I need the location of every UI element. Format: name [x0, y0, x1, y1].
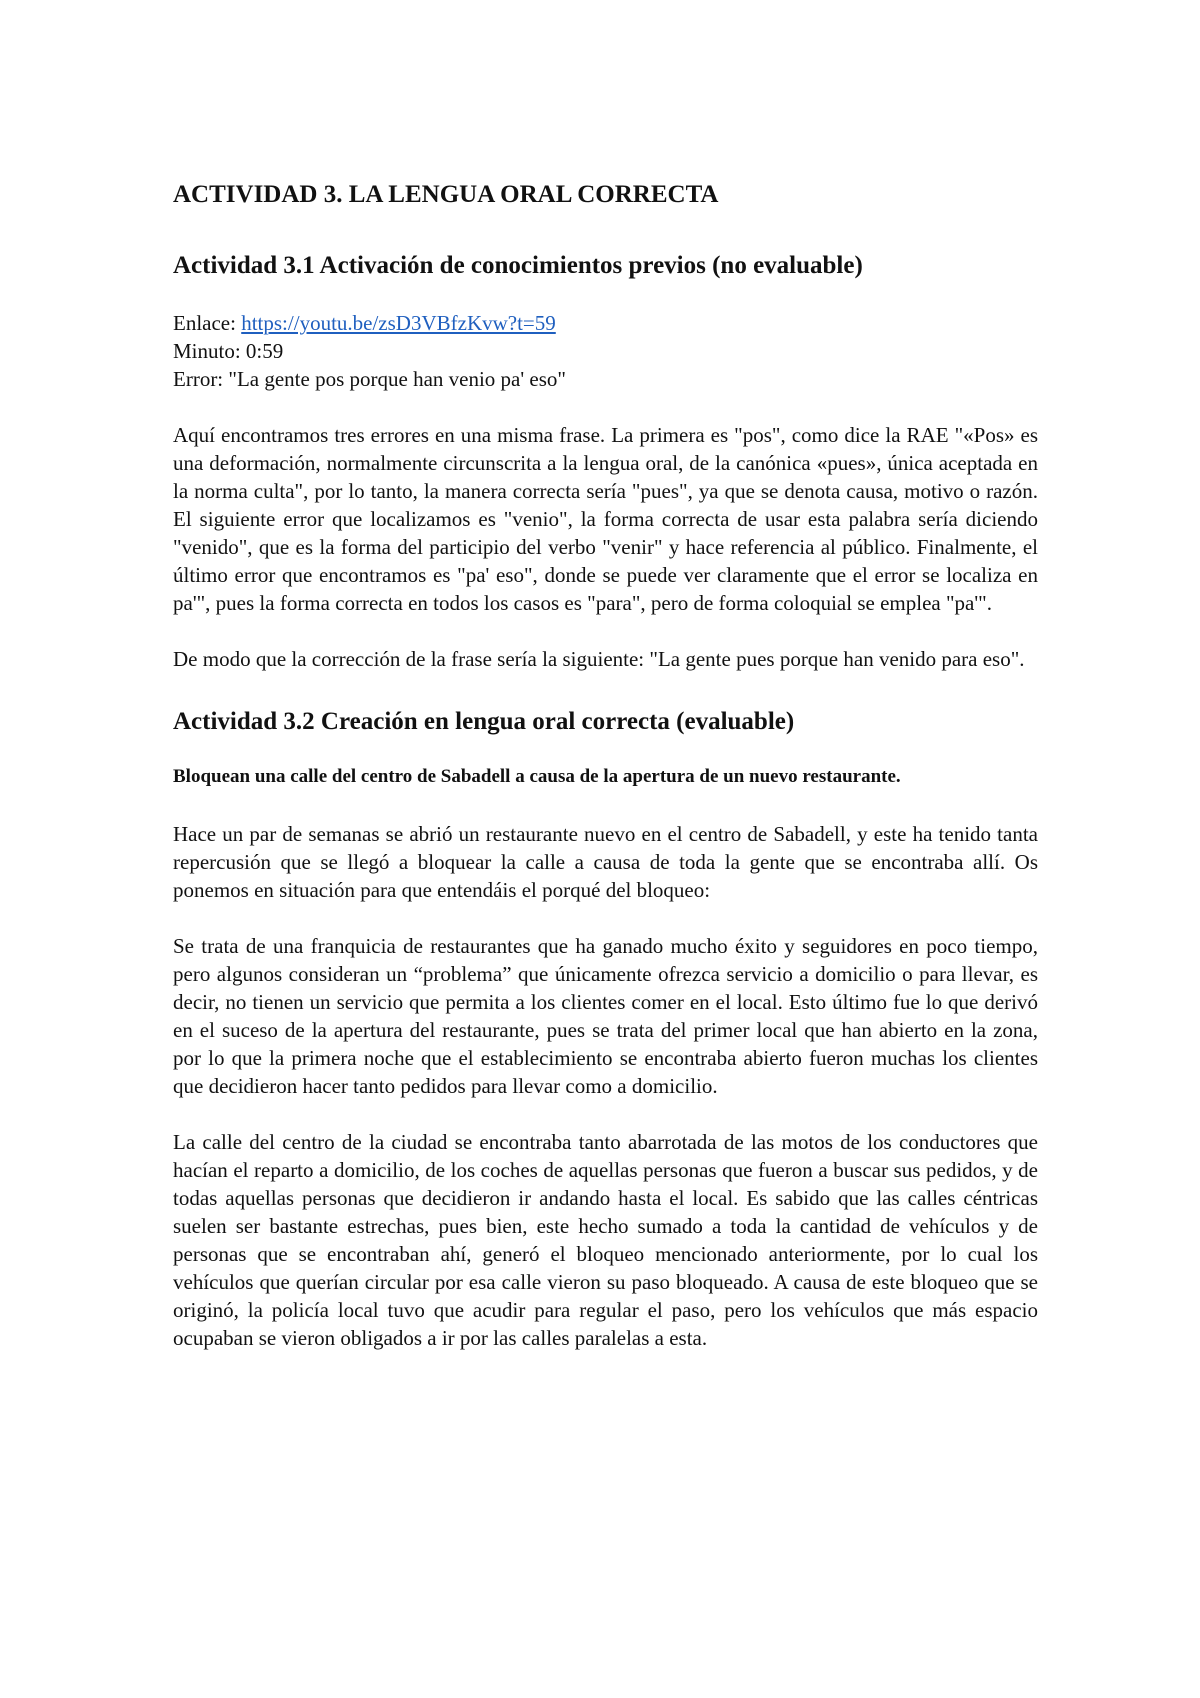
section-2-paragraph-1: Hace un par de semanas se abrió un restaurante nuevo en el centro de Sabadell, y este ha tenido tanta repercusión que se llegó a bloquear la calle a causa de toda la gente que se encontraba allí. Os ponemos en situación para que entendáis el porqué del bloqueo:	[173, 821, 1038, 902]
video-link[interactable]: https://youtu.be/zsD3VBfzKvw?t=59	[241, 311, 556, 335]
error-line: Error: "La gente pos porque han venio pa' eso"	[173, 367, 566, 391]
document-title: ACTIVIDAD 3. LA LENGUA ORAL CORRECTA	[173, 181, 719, 208]
section-2-paragraph-3: La calle del centro de la ciudad se encontraba tanto abarrotada de las motos de los conductores que hacían el reparto a domicilio, de los coches de aquellas personas que fueron a buscar sus pedidos, y de todas aquellas personas que decidieron ir andando hasta el local. Es sabido que las calles céntricas suelen ser bastante estrechas, pues bien, este hecho sumado a toda la cantidad de vehículos y de personas que se encontraban ahí, generó el bloqueo mencionado anteriormente, por lo cual los vehículos que querían circular por esa calle vieron su paso bloqueado. A causa de este bloqueo que se originó, la policía local tuvo que acudir para regular el paso, pero los vehículos que más espacio ocupaban se vieron obligados a ir por las calles paralelas a esta.	[173, 1129, 1038, 1350]
section-2-heading: Actividad 3.2 Creación en lengua oral correcta (evaluable)	[173, 708, 795, 735]
news-headline: Bloquean una calle del centro de Sabadell a causa de la apertura de un nuevo restaurante.	[173, 766, 901, 787]
minute-line: Minuto: 0:59	[173, 339, 284, 363]
section-1-paragraph-2: De modo que la corrección de la frase sería la siguiente: "La gente pues porque han venido para eso".	[173, 647, 1025, 671]
document-page	[173, 180, 1038, 1380]
section-2-paragraph-2: Se trata de una franquicia de restaurantes que ha ganado mucho éxito y seguidores en poco tiempo, pero algunos consideran un “problema” que únicamente ofrezca servicio a domicilio o para llevar, es decir, no tienen un servicio que permita a los clientes comer en el local. Esto último fue lo que derivó en el suceso de la apertura del restaurante, pues se trata del primer local que han abierto en la zona, por lo que la primera noche que el establecimiento se encontraba abierto fueron muchas los clientes que decidieron hacer tanto pedidos para llevar como a domicilio.	[173, 933, 1038, 1098]
link-label: Enlace:	[173, 311, 242, 335]
video-reference-block	[173, 309, 1038, 393]
section-1-heading: Actividad 3.1 Activación de conocimientos previos (no evaluable)	[173, 252, 863, 279]
link-line	[173, 309, 1038, 337]
section-1-paragraph-1: Aquí encontramos tres errores en una misma frase. La primera es "pos", como dice la RAE "«Pos» es una deformación, normalmente circunscrita a la lengua oral, de la canónica «pues», única aceptada en la norma culta", por lo tanto, la manera correcta sería "pues", ya que se denota causa, motivo o razón. El siguiente error que localizamos es "venio", la forma correcta de usar esta palabra sería diciendo "venido", que es la forma del participio del verbo "venir" y hace referencia al público. Finalmente, el último error que encontramos es "pa' eso", donde se puede ver claramente que el error se localiza en pa'", pues la forma correcta en todos los casos es "para", pero de forma coloquial se emplea "pa'".	[173, 423, 1038, 615]
